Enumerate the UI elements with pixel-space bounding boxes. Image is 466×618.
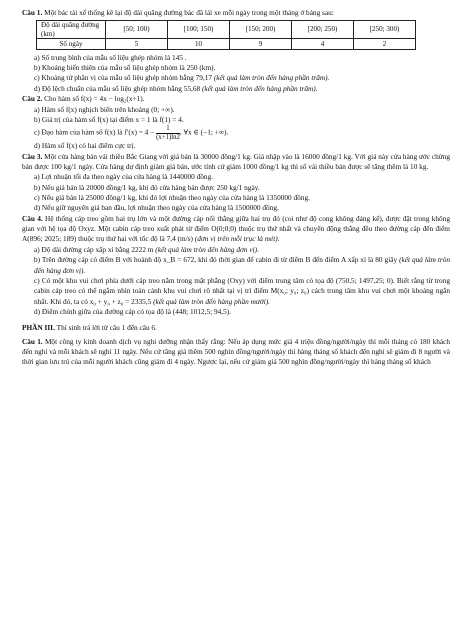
q1-option-c-note: (kết quả làm tròn đến hàng phần trăm).	[213, 73, 330, 83]
part3-subtitle: Thí sinh trả lời từ câu 1 đến câu 6.	[56, 323, 157, 333]
q1-option-d-note: (kết quả làm tròn đến hàng phần trăm).	[202, 83, 318, 93]
q4-option-a-note: (kết quả làm tròn đến hàng đơn vị).	[155, 244, 259, 254]
part3-title: PHẦN III.	[22, 323, 55, 333]
table-row	[37, 21, 416, 38]
table-cell: 2	[354, 38, 416, 49]
table-cell: [250; 300)	[354, 21, 416, 38]
fraction-denominator: (x+1)ln2	[156, 133, 180, 141]
q2-stem-text: Cho hàm số f(x) = 4x − log₂(x+1).	[44, 94, 145, 104]
table-header-cell: Số ngày	[37, 38, 106, 49]
q2-label: Câu 2.	[22, 94, 43, 104]
p3-q1	[22, 337, 450, 368]
q4-option-d: d) Điểm chính giữa của đường cáp có tọa độ là (448; 1012,5; 94,5).	[34, 306, 231, 316]
q4-label: Câu 4.	[22, 213, 43, 223]
q3-option-a: a) Lợi nhuận tối đa theo ngày của cửa hàng là 1440000 đồng.	[34, 172, 214, 182]
q1-frequency-table	[36, 20, 416, 49]
table-header-cell: Độ dài quãng đường (km)	[37, 21, 106, 38]
table-cell: [200; 250)	[292, 21, 354, 38]
q2-stem	[22, 94, 450, 104]
q1-option-b: b) Khoảng biến thiên của mẫu số liệu ghép nhóm là 250 (km).	[34, 63, 216, 73]
table-cell: 4	[292, 38, 354, 49]
q2-option-b: b) Giá trị của hàm số f(x) tại điểm x = 1 là f(1) = 4.	[34, 114, 184, 124]
q1-stem-text: Một bác tài xế thống kê lại độ dài quãng đường bác đã lái xe mỗi ngày trong một tháng ở bảng sau:	[44, 8, 334, 17]
table-cell: [50; 100)	[106, 21, 168, 38]
p3-q1-label: Câu 1.	[22, 336, 43, 346]
q2-option-c-domain: , ∀x ∈ (−1; +∞).	[179, 127, 229, 137]
q1-option-c	[34, 73, 450, 83]
q1-stem	[22, 8, 450, 18]
q4-option-b-note: (kết quả làm tròn đến hàng đơn vị).	[34, 255, 451, 275]
q3-option-d: d) Nếu giữ nguyên giá ban đầu, lợi nhuận theo ngày của cửa hàng là 1500000 đồng.	[34, 203, 279, 213]
q2-option-c-text: c) Đạo hàm của hàm số f(x) là f′(x) = 4 −	[34, 127, 155, 137]
q4-option-c-note: (kết quả làm tròn đến hàng phần mười).	[153, 296, 271, 306]
q1-label: Câu 1.	[22, 8, 43, 17]
q4-option-b	[34, 255, 450, 276]
q4-stem-text: Hệ thống cáp treo gồm hai trụ lớn và một đường cáp nối thẳng giữa hai trụ đó (coi như độ cong không đáng kể), được đặt trong không gian với hệ tọa độ Oxyz. Một cabin cáp treo xuất phát từ điểm O(0;0;0) thuộc trụ thứ nhất và chuyển động thẳng đều theo đường cáp đến điểm A(896; 2025; 189) thuộc trụ thứ hai với tốc độ là 7,4 (m/s)	[22, 213, 450, 244]
q4-option-a	[34, 245, 450, 255]
q1-option-a: a) Số trung bình của mẫu số liệu ghép nhóm là 145 .	[34, 52, 187, 62]
q1-option-d-text: d) Độ lệch chuẩn của mẫu số liệu ghép nhóm bằng 55,68	[34, 83, 201, 93]
table-cell: 9	[230, 38, 292, 49]
q4-stem	[22, 214, 450, 245]
q1-option-d	[34, 84, 450, 94]
q2-option-d: d) Hàm số f(x) có hai điểm cực trị.	[34, 141, 136, 151]
q4-option-c-text: c) Có một khu vui chơi phía dưới cáp treo nằm trong mặt phẳng (Oxy) với điểm trung tâm có tọa độ (750,5; 1497,25; 0). Biết rằng từ trong cabin cáp treo có thể ngắm nhìn toàn cảnh khu vui chơi rõ nhất tại vị trí điểm M(x₀; y₀; z₀) cách trung tâm khu vui chơi một khoảng ngắn nhất. Khi đó, ta có x₀ + y₀ + z₀ = 2335,5	[34, 275, 450, 306]
q3-stem	[22, 152, 450, 173]
q4-option-c	[34, 276, 450, 307]
q3-stem-text: Một cửa hàng bán vải thiều Bắc Giang với giá bán là 30000 đồng/1 kg. Giá nhập vào là 16000 đồng/1 kg. Với giá này cửa hàng ước chừng bán được 100 kg/1 ngày. Cửa hàng dự định giảm giá bán, ước tính cứ giảm 1000 đồng/1 kg thì số vải thiều bán được sẽ tăng thêm là 10 kg.	[22, 151, 450, 171]
q3-label: Câu 3.	[22, 151, 43, 161]
derivative-fraction	[156, 125, 180, 141]
q1-option-c-text: c) Khoảng tứ phân vị của mẫu số liệu ghép nhóm bằng 79,17	[34, 73, 213, 83]
q4-stem-note: (đơn vị trên mỗi trục là mét).	[194, 234, 280, 244]
part3-heading	[22, 323, 450, 333]
table-cell: [100; 150)	[168, 21, 230, 38]
table-cell: 5	[106, 38, 168, 49]
fraction-numerator: 1	[156, 125, 180, 133]
table-cell: [150; 200)	[230, 21, 292, 38]
table-row	[37, 38, 416, 49]
q4-option-a-text: a) Độ dài đường cáp xấp xỉ bằng 2222 m	[34, 244, 154, 254]
q2-option-a: a) Hàm số f(x) nghịch biến trên khoảng (0; +∞).	[34, 104, 175, 114]
table-cell: 10	[168, 38, 230, 49]
q3-option-c: c) Nếu giá bán là 25000 đồng/1 kg, khi đó lợi nhuận theo ngày của cửa hàng là 1350000 đồng.	[34, 192, 310, 202]
q4-option-b-text: b) Trên đường cáp có điểm B với hoành độ x_B = 672, khi đó thời gian để cabin đi từ điểm B đến điểm A xấp xỉ là 80 giây	[34, 255, 398, 265]
q3-option-b: b) Nếu giá bán là 20000 đồng/1 kg, khi đó cửa hàng bán được 250 kg/1 ngày.	[34, 182, 260, 192]
p3-q1-text: Một công ty kinh doanh dịch vụ nghỉ dưỡng nhận thấy rằng: Nếu áp dụng mức giá 4 triệu đồng/người/ngày thì mỗi tháng có 180 khách đến nghỉ và mỗi khách sẽ nghỉ 11 ngày. Nếu cứ tăng giá thêm 500 nghìn đồng/người/ngày thì hàng tháng số khách đến nghỉ sẽ giảm đi 8 người và thời gian lưu trú của mỗi người khách cũng giảm đi 4 ngày. Ngược lại, nếu cứ giảm giá 500 nghìn đồng/người/ngày thì hàng tháng số khách	[22, 336, 450, 367]
q2-option-c	[34, 125, 450, 141]
